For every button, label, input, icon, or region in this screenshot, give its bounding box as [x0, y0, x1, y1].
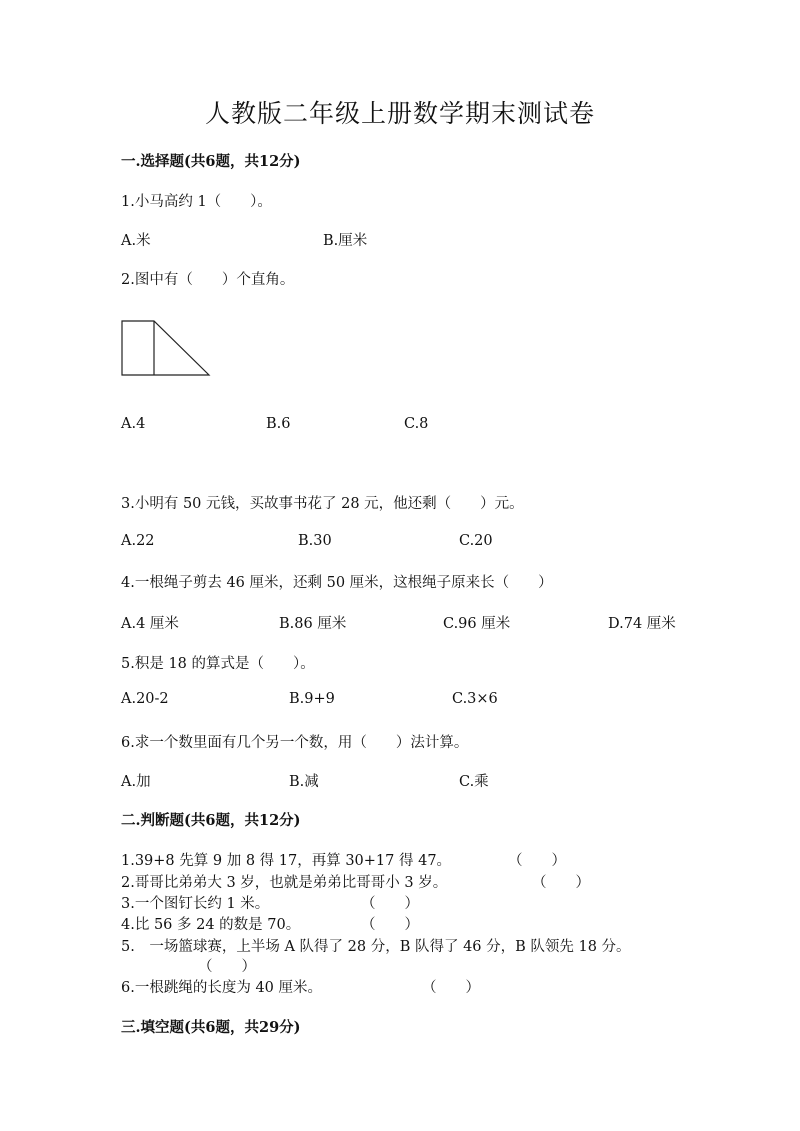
right-angle-figure — [121, 320, 211, 376]
question-3: 3.小明有 50 元钱，买故事书花了 28 元，他还剩（ ）元。 — [121, 496, 524, 512]
question-2-option-c: C.8 — [404, 416, 429, 432]
question-3-option-c: C.20 — [459, 533, 493, 549]
judgement-6-blank: （ ） — [422, 980, 480, 996]
section-heading-judgement: 二.判断题(共6题，共12分) — [121, 812, 301, 829]
judgement-5: 5. 一场篮球赛，上半场 A 队得了 28 分，B 队得了 46 分，B 队领先 18 分。 — [121, 939, 631, 955]
judgement-1-blank: （ ） — [508, 853, 566, 869]
question-1-option-b: B.厘米 — [323, 233, 368, 249]
question-2-option-b: B.6 — [266, 416, 291, 432]
question-4-option-a: A.4 厘米 — [121, 616, 179, 632]
question-5-option-a: A.20-2 — [121, 691, 169, 707]
section-heading-fill-blank: 三.填空题(共6题，共29分) — [121, 1019, 301, 1036]
question-6-option-c: C.乘 — [459, 774, 489, 790]
judgement-6: 6.一根跳绳的长度为 40 厘米。 — [121, 980, 323, 996]
judgement-4: 4.比 56 多 24 的数是 70。 — [121, 917, 301, 933]
judgement-2-blank: （ ） — [532, 875, 590, 891]
question-2-option-a: A.4 — [121, 416, 146, 432]
question-6: 6.求一个数里面有几个另一个数，用（ ）法计算。 — [121, 735, 469, 751]
question-5: 5.积是 18 的算式是（ ）。 — [121, 656, 315, 672]
question-6-option-a: A.加 — [121, 774, 151, 790]
question-4-option-d: D.74 厘米 — [608, 616, 676, 632]
section-heading-choice: 一.选择题(共6题，共12分) — [121, 153, 301, 170]
question-4-option-b: B.86 厘米 — [279, 616, 347, 632]
question-5-option-b: B.9+9 — [289, 691, 335, 707]
question-4: 4.一根绳子剪去 46 厘米，还剩 50 厘米，这根绳子原来长（ ） — [121, 575, 553, 591]
question-4-option-c: C.96 厘米 — [443, 616, 511, 632]
question-1-option-a: A.米 — [121, 233, 151, 249]
question-3-option-a: A.22 — [121, 533, 155, 549]
question-1: 1.小马高约 1（ ）。 — [121, 194, 272, 210]
question-5-option-c: C.3×6 — [452, 691, 498, 707]
judgement-3: 3.一个图钉长约 1 米。 — [121, 896, 270, 912]
judgement-2: 2.哥哥比弟弟大 3 岁，也就是弟弟比哥哥小 3 岁。 — [121, 875, 448, 891]
judgement-5-blank: （ ） — [198, 959, 256, 975]
question-6-option-b: B.减 — [289, 774, 319, 790]
page-title: 人教版二年级上册数学期末测试卷 — [204, 99, 595, 128]
judgement-1: 1.39+8 先算 9 加 8 得 17，再算 30+17 得 47。 — [121, 853, 452, 869]
judgement-3-blank: （ ） — [361, 896, 419, 912]
question-2: 2.图中有（ ）个直角。 — [121, 272, 295, 288]
question-3-option-b: B.30 — [298, 533, 332, 549]
judgement-4-blank: （ ） — [361, 917, 419, 933]
